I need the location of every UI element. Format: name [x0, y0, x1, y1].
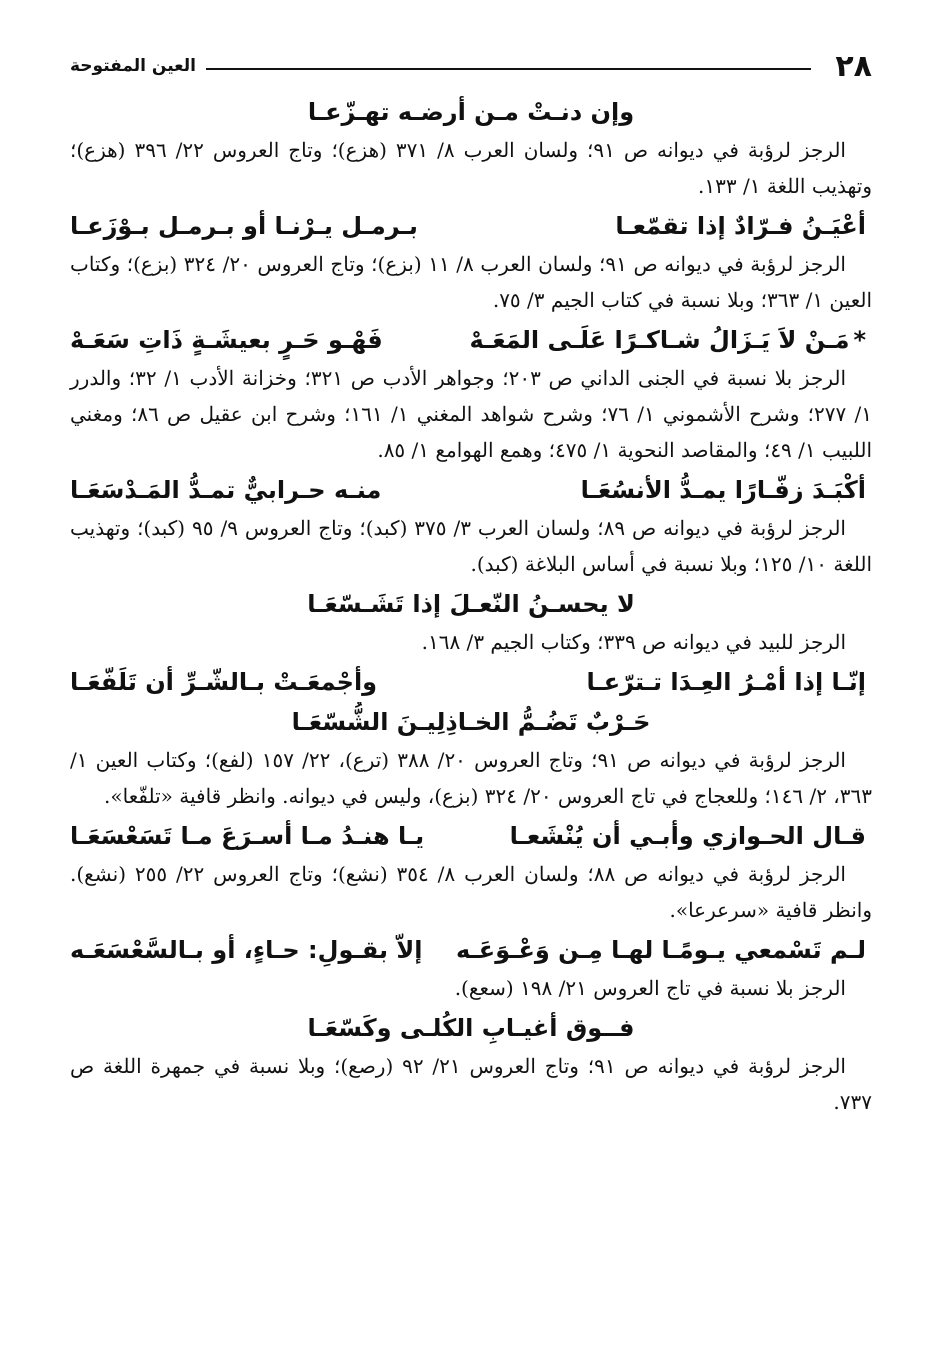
citation-note: الرجز لرؤبة في ديوانه ص ٨٨؛ ولسان العرب ٨/ ٣٥٤ (نشع)؛ وتاج العروس ٢٢/ ٢٥٥ (نشع). وانظر قافية «سرعرعا».	[70, 862, 872, 922]
verse-line	[70, 206, 872, 246]
verse-entry	[70, 92, 872, 204]
second-hemistich: بـرمـل يـرْنـا أو بـرمـل بـوْزَعـا	[70, 212, 418, 240]
first-hemistich: إنّـا إذا أمْـرُ العِـدَا تـترّعـا	[586, 668, 866, 696]
verse-entry	[70, 930, 872, 1006]
verse-line	[70, 816, 872, 856]
verse-entry	[70, 584, 872, 660]
header-rule	[206, 68, 811, 70]
second-hemistich: منـه حـرابيٌّ تمـدُّ المَـدْسَعَـا	[70, 476, 382, 504]
second-hemistich: فَهْـو حَـرٍ بعيشَـةٍ ذَاتِ سَعَـهْ	[70, 326, 383, 354]
verse-entry	[70, 206, 872, 318]
second-hemistich: وأجْمعَـتْ بـالشّـرِّ أن تَلَفّعَـا	[70, 668, 378, 696]
first-hemistich-text: مَـنْ لاَ يَـزَالُ شـاكـرًا عَلَـى المَعَـهْ	[469, 326, 850, 354]
verse-line: لا يحسـنُ النّعـلَ إذا تَشَـسّعَـا	[307, 590, 635, 618]
verse-entry	[70, 320, 872, 468]
first-hemistich: أكْبَـدَ زفّـارًا يمـدُّ الأنسُعَـا	[580, 476, 866, 504]
running-title: العين المفتوحة	[70, 56, 196, 76]
first-hemistich: قـال الحـوازي وأبـي أن يُنْشَعـا	[509, 822, 866, 850]
verse-line-second: حَـرْبٌ تَضُـمُّ الخـاذِلِيـنَ الشُّسّعَـا	[291, 708, 651, 736]
second-hemistich: إلاّ بقـولِ: حـاءٍ، أو بـالسَّعْسَعَـه	[70, 936, 423, 964]
star-marker: *	[853, 326, 866, 354]
verse-line: فــوق أغيـابِ الكُلـى وكَسّعَـا	[307, 1014, 635, 1042]
verse-entry	[70, 662, 872, 814]
citation-note: الرجز بلا نسبة في تاج العروس ٢١/ ١٩٨ (سعع).	[454, 976, 846, 1000]
verse-line	[70, 470, 872, 510]
page-content	[70, 92, 872, 1122]
citation-note: الرجز للبيد في ديوانه ص ٣٣٩؛ وكتاب الجيم ٣/ ١٦٨.	[421, 630, 846, 654]
citation-note: الرجز بلا نسبة في الجنى الداني ص ٢٠٣؛ وجواهر الأدب ص ٣٢١؛ وخزانة الأدب ١/ ٣٢؛ والدرر ١/ ٢٧٧؛ وشرح الأشموني ١/ ٧٦؛ وشرح شواهد المغني ١/ ١٦١؛ وشرح ابن عقيل ص ٨٦؛ ومغني اللبيب ١/ ٤٩؛ والمقاصد النحوية ١/ ٤٧٥؛ وهمع الهوامع ١/ ٨٥.	[70, 366, 872, 462]
page-number: ٢٨	[835, 48, 872, 84]
verse-entry	[70, 816, 872, 928]
first-hemistich	[469, 320, 866, 360]
first-hemistich: لـم تَسْمعي يـومًـا لهـا مِـن وَعْـوَعَـه	[456, 936, 866, 964]
verse-entry	[70, 470, 872, 582]
verse-line	[70, 320, 872, 360]
verse-entry	[70, 1008, 872, 1120]
second-hemistich: يـا هنـدُ مـا أسـرَعَ مـا تَسَعْسَعَـا	[70, 822, 425, 850]
page-header	[70, 44, 872, 88]
verse-line: وإن دنـتْ مـن أرضـه تهـزّعـا	[307, 98, 635, 126]
citation-note: الرجز لرؤبة في ديوانه ص ٨٩؛ ولسان العرب ٣/ ٣٧٥ (كبد)؛ وتاج العروس ٩/ ٩٥ (كبد)؛ وتهذيب اللغة ١٠/ ١٢٥؛ وبلا نسبة في أساس البلاغة (كبد).	[70, 516, 872, 576]
citation-note: الرجز لرؤبة في ديوانه ص ٩١؛ وتاج العروس ٢١/ ٩٢ (رصع)؛ وبلا نسبة في جمهرة اللغة ص ٧٣٧.	[70, 1054, 872, 1114]
verse-line	[70, 930, 872, 970]
verse-line	[70, 662, 872, 702]
citation-note: الرجز لرؤبة في ديوانه ص ٩١؛ ولسان العرب ٨/ ١١ (بزع)؛ وتاج العروس ٢٠/ ٣٢٤ (بزع)؛ وكتاب العين ١/ ٣٦٣؛ وبلا نسبة في كتاب الجيم ٣/ ٧٥.	[70, 252, 872, 312]
first-hemistich: أعْيَـنُ فـرّادٌ إذا تقمّعـا	[615, 212, 866, 240]
citation-note: الرجز لرؤبة في ديوانه ص ٩١؛ وتاج العروس ٢٠/ ٣٨٨ (ترع)، ٢٢/ ١٥٧ (لفع)؛ وكتاب العين ١/ ٣٦٣، ٢/ ١٤٦؛ وللعجاج في تاج العروس ٢٠/ ٣٢٤ (بزع)، وليس في ديوانه. وانظر قافية «تلفّعا».	[70, 748, 872, 808]
citation-note: الرجز لرؤبة في ديوانه ص ٩١؛ ولسان العرب ٨/ ٣٧١ (هزع)؛ وتاج العروس ٢٢/ ٣٩٦ (هزع)؛ وتهذيب اللغة ١/ ١٣٣.	[70, 138, 872, 198]
